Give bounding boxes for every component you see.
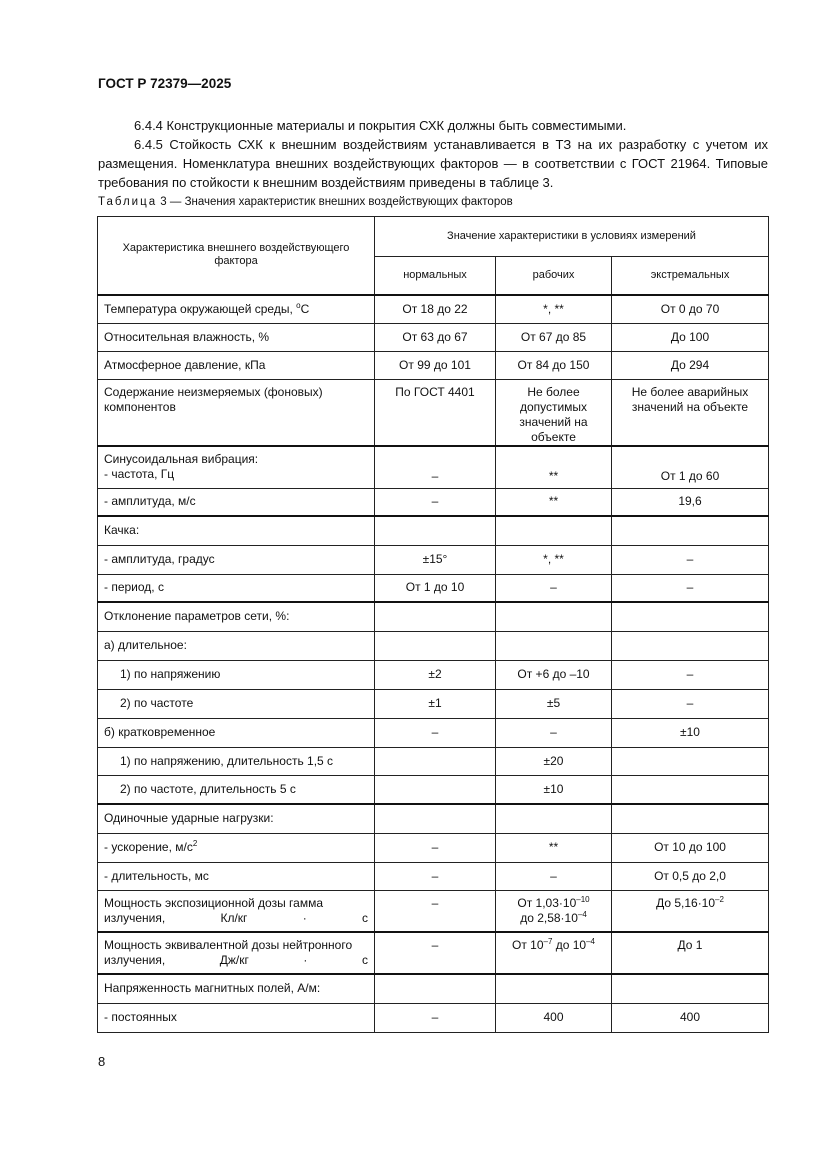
cell-extreme: ±10 — [612, 718, 769, 747]
cell-working: – — [496, 574, 612, 602]
cell-extreme — [612, 747, 769, 775]
paragraph-6-4-5: 6.4.5 Стойкость СХК к внешним воздействиям устанавливается в ТЗ на их разработку с учетом их размещения. Номенклатура внешних воздействующих факторов — в соответствии с ГОСТ 21964. Типовые требования по стойкости к внешним воздействиям приведены в таблице 3. — [98, 137, 768, 190]
cell-extreme — [612, 775, 769, 804]
page-number: 8 — [98, 1054, 106, 1069]
cell-normal — [375, 775, 496, 804]
cell-extreme: Не более аварийных значений на объекте — [612, 380, 769, 447]
header-working: рабочих — [496, 257, 612, 295]
cell-normal — [375, 516, 496, 545]
table-row — [98, 324, 769, 352]
cell-working: ±10 — [496, 775, 612, 804]
cell-normal: – — [375, 446, 496, 488]
cell-extreme: 400 — [612, 1003, 769, 1032]
cell-working: – — [496, 862, 612, 890]
cell-extreme — [612, 631, 769, 660]
cell-working — [496, 516, 612, 545]
table-row — [98, 631, 769, 660]
table-caption-label: Таблица — [98, 196, 158, 208]
table-row — [98, 833, 769, 862]
cell-working: От 67 до 85 — [496, 324, 612, 352]
row-label: Отклонение параметров сети, %: — [98, 602, 375, 631]
cell-normal — [375, 804, 496, 833]
cell-working: ** — [496, 446, 612, 488]
document-header: ГОСТ Р 72379—2025 — [98, 76, 232, 91]
cell-extreme — [612, 974, 769, 1003]
table-row — [98, 516, 769, 545]
cell-working: ±20 — [496, 747, 612, 775]
cell-normal — [375, 974, 496, 1003]
cell-extreme: – — [612, 545, 769, 574]
row-label: 1) по напряжению, длительность 1,5 с — [98, 747, 375, 775]
table-caption — [98, 196, 513, 208]
cell-working: ** — [496, 488, 612, 516]
table-row — [98, 718, 769, 747]
cell-working: От 84 до 150 — [496, 352, 612, 380]
table-caption-text: 3 — Значения характеристик внешних воздействующих факторов — [160, 196, 513, 208]
cell-normal: От 18 до 22 — [375, 295, 496, 324]
cell-normal — [375, 631, 496, 660]
row-label: Относительная влажность, % — [98, 324, 375, 352]
cell-working: Не более допустимых значений на объекте — [496, 380, 612, 447]
table-row — [98, 380, 769, 447]
cell-normal: – — [375, 1003, 496, 1032]
header-extreme: экстремальных — [612, 257, 769, 295]
row-label: - амплитуда, м/с — [98, 488, 375, 516]
row-label: 1) по напряжению — [98, 660, 375, 689]
table-row — [98, 352, 769, 380]
cell-working — [496, 974, 612, 1003]
table-row — [98, 446, 769, 488]
cell-normal: – — [375, 488, 496, 516]
cell-extreme: – — [612, 660, 769, 689]
cell-working: ** — [496, 833, 612, 862]
cell-extreme — [612, 602, 769, 631]
cell-extreme: До 1 — [612, 932, 769, 974]
cell-extreme: От 0 до 70 — [612, 295, 769, 324]
cell-working — [496, 631, 612, 660]
cell-extreme: От 0,5 до 2,0 — [612, 862, 769, 890]
cell-working: От +6 до –10 — [496, 660, 612, 689]
table-row — [98, 689, 769, 718]
cell-working: От $10^{-7}$ до $10^{-4}$ — [496, 932, 612, 974]
cell-working — [496, 602, 612, 631]
cell-working: – — [496, 718, 612, 747]
cell-normal: – — [375, 718, 496, 747]
cell-normal — [375, 602, 496, 631]
table-row — [98, 862, 769, 890]
table-row — [98, 574, 769, 602]
header-factor: Характеристика внешнего воздействующего фактора — [98, 217, 375, 295]
row-label: 2) по частоте, длительность 5 с — [98, 775, 375, 804]
table-row — [98, 545, 769, 574]
cell-extreme — [612, 516, 769, 545]
row-label: Одиночные ударные нагрузки: — [98, 804, 375, 833]
cell-normal: ±2 — [375, 660, 496, 689]
paragraph-6-4-4: 6.4.4 Конструкционные материалы и покрытия СХК должны быть совместимыми. — [134, 118, 627, 133]
table-row — [98, 804, 769, 833]
cell-extreme: – — [612, 689, 769, 718]
cell-extreme: 19,6 — [612, 488, 769, 516]
row-label: - постоянных — [98, 1003, 375, 1032]
cell-working: ±5 — [496, 689, 612, 718]
cell-normal: ±15° — [375, 545, 496, 574]
row-label: - длительность, мс — [98, 862, 375, 890]
header-normal: нормальных — [375, 257, 496, 295]
cell-extreme: От 1 до 60 — [612, 446, 769, 488]
table-header-row — [98, 217, 769, 257]
row-label: Атмосферное давление, кПа — [98, 352, 375, 380]
table-row — [98, 747, 769, 775]
cell-normal: – — [375, 862, 496, 890]
row-label: 2) по частоте — [98, 689, 375, 718]
table-row — [98, 890, 769, 932]
row-label: Синусоидальная вибрация: - частота, Гц — [98, 446, 375, 488]
row-label: Температура окружающей среды, $^o$C — [98, 295, 375, 324]
cell-normal: – — [375, 932, 496, 974]
row-label: Содержание неизмеряемых (фоновых) компонентов — [98, 380, 375, 447]
cell-normal: ±1 — [375, 689, 496, 718]
cell-working — [496, 804, 612, 833]
cell-extreme: До $5,16\cdot 10^{-2}$ — [612, 890, 769, 932]
table-row — [98, 488, 769, 516]
row-label: - амплитуда, градус — [98, 545, 375, 574]
table-row — [98, 974, 769, 1003]
cell-extreme: От 10 до 100 — [612, 833, 769, 862]
cell-working: *, ** — [496, 545, 612, 574]
cell-normal — [375, 747, 496, 775]
table-row — [98, 932, 769, 974]
cell-normal: – — [375, 890, 496, 932]
cell-extreme: – — [612, 574, 769, 602]
cell-extreme — [612, 804, 769, 833]
table-row — [98, 660, 769, 689]
cell-normal: По ГОСТ 4401 — [375, 380, 496, 447]
row-label: Качка: — [98, 516, 375, 545]
factors-table — [97, 216, 769, 1033]
row-label: Мощность эквивалентной дозы нейтронного излучения, Дж/кг · с — [98, 932, 375, 974]
cell-normal: От 1 до 10 — [375, 574, 496, 602]
cell-working: От $1,03\cdot 10^{-10}$ до $2,58\cdot 10^{-4}$ — [496, 890, 612, 932]
cell-extreme: До 294 — [612, 352, 769, 380]
row-label: Напряженность магнитных полей, А/м: — [98, 974, 375, 1003]
header-value-group: Значение характеристики в условиях измерений — [375, 217, 769, 257]
cell-normal: От 63 до 67 — [375, 324, 496, 352]
cell-normal: От 99 до 101 — [375, 352, 496, 380]
table-row — [98, 1003, 769, 1032]
row-label: - период, с — [98, 574, 375, 602]
table-row — [98, 775, 769, 804]
cell-extreme: До 100 — [612, 324, 769, 352]
row-label: - ускорение, $м/с^2$ — [98, 833, 375, 862]
table-row — [98, 602, 769, 631]
row-label: б) кратковременное — [98, 718, 375, 747]
cell-working: 400 — [496, 1003, 612, 1032]
cell-working: *, ** — [496, 295, 612, 324]
row-label: Мощность экспозиционной дозы гамма излучения, Кл/кг · с — [98, 890, 375, 932]
cell-normal: – — [375, 833, 496, 862]
row-label: а) длительное: — [98, 631, 375, 660]
table-row — [98, 295, 769, 324]
